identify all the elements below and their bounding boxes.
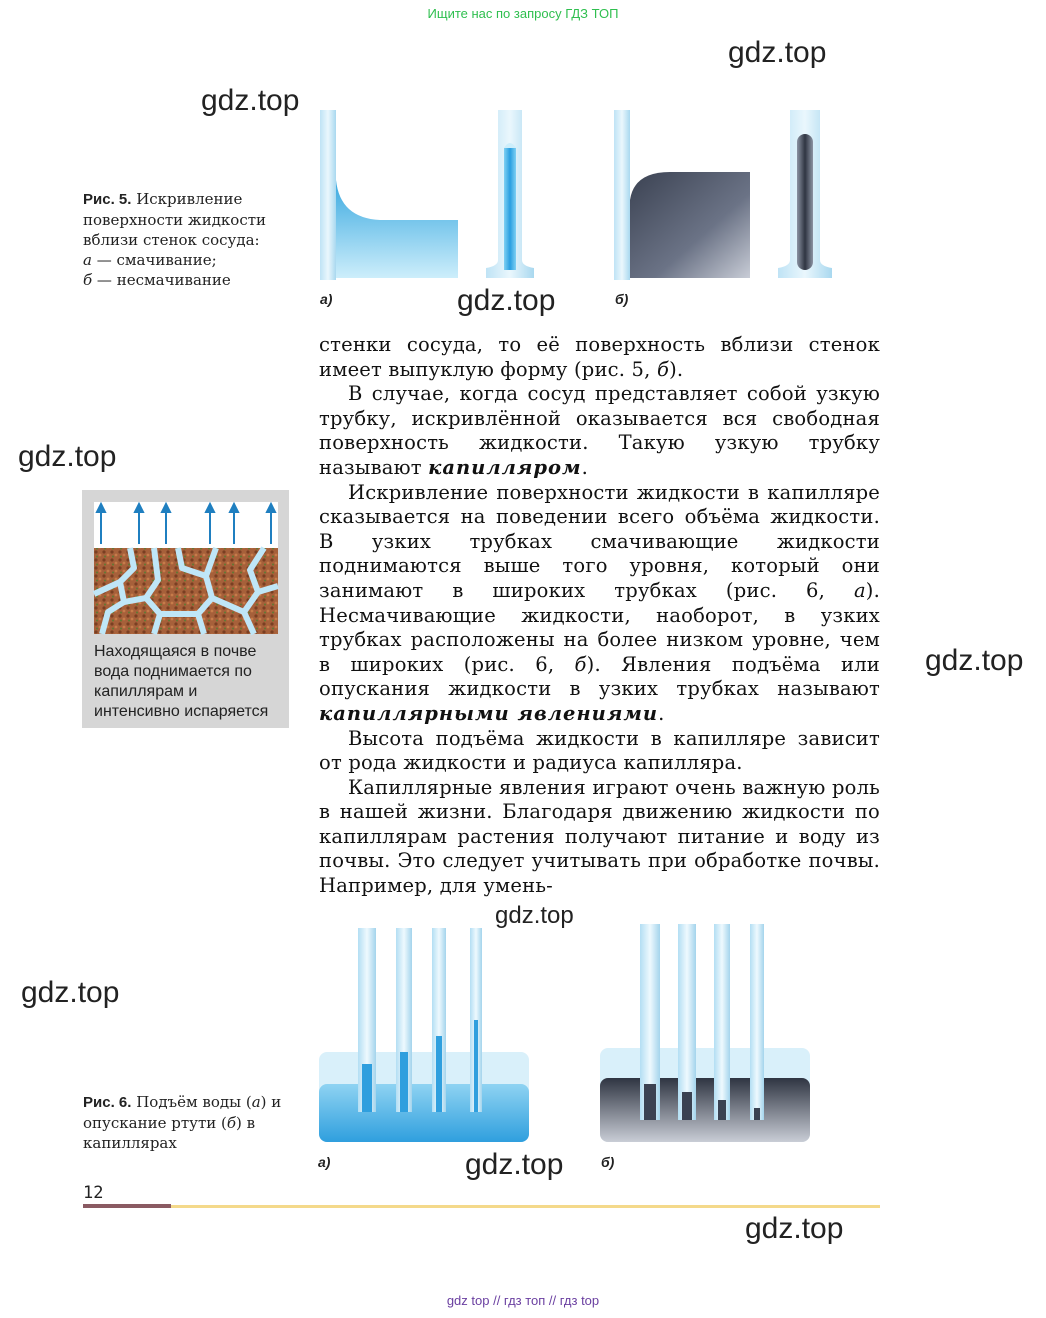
fig5-part-a: а) [320,291,333,307]
fig5b-wall [614,110,630,280]
fig5a-wall [320,110,336,280]
paragraph-3: Искривление поверхности жидкости в капилляре сказывается на поведении всего объёма жидкости. В узких трубках смачивающие жидкости поднимаются выше того уровня, который они занимают в широких трубках (рис. 6, а). Несмачивающие жидкости, наоборот, в узких трубках расположены на более низком уровне, чем в широких (рис. 6, б). Явления подъёма или опускания жидкости в узких трубках называют капиллярными явлениями. [319,480,880,725]
fig5-caption [83,189,283,290]
watermark: gdz.top [728,36,827,69]
watermark: gdz.top [21,976,120,1009]
watermark: gdz.top [457,284,556,317]
fig5-line-b: — несмачивание [92,271,231,289]
fig5b-mercury [630,172,750,278]
fig6b-mercury [600,1078,810,1142]
footer-links[interactable]: gdz top // гдз топ // гдз top [446,1293,600,1308]
main-text [319,333,880,899]
fig6-part-a: а) [318,1154,331,1170]
fig6-label: Рис. 6. [83,1094,132,1111]
fig6a-water [319,1084,529,1142]
watermark: gdz.top [745,1212,844,1245]
fig5b-tube-mercury [797,134,813,270]
fig5-illustration [310,100,850,290]
watermark: gdz.top [18,440,117,473]
fig5-label: Рис. 5. [83,191,132,208]
term-capillary: капилляром [428,455,582,479]
fig5-letter-b: б [83,271,93,289]
soil-caption: Находящаяся в почве вода поднимается по капиллярам и интенсивно испаряется [94,643,269,720]
footer-rule-light [171,1205,880,1208]
paragraph-4: Высота подъёма жидкости в капилляре зависит от рода жидкости и радиуса капилляра. [319,726,880,775]
watermark: gdz.top [201,84,300,117]
term-capillary-phenomena: капиллярными явлениями [319,701,659,725]
top-banner[interactable]: Ищите нас по запросу ГДЗ ТОП [427,6,619,21]
fig6-illustration [316,924,816,1146]
paragraph-5: Капиллярные явления играют очень важную роль в нашей жизни. Благодаря движению жидкости по капиллярам растения получают питание и воду из почвы. Это следует учитывать при обработке почвы. Например, для умень- [319,775,880,898]
fig6-caption: Рис. 6. Подъём воды (а) и опускание ртути (б) в капиллярах [83,1093,282,1152]
page-number: 12 [83,1183,104,1203]
paragraph-2: В случае, когда сосуд представляет собой узкую трубку, искривлённой оказывается вся свободная поверхность жидкости. Такую узкую трубку называют капилляром. [319,382,880,479]
footer-rule-dark [83,1204,171,1208]
watermark: gdz.top [465,1148,564,1181]
watermark: gdz.top [495,902,574,929]
fig6-part-b: б) [601,1154,615,1170]
fig5a-water [336,180,458,278]
watermark: gdz.top [925,644,1024,677]
fig5a-tube-water [504,148,516,270]
fig5-title: Искривление поверхности жидкости вблизи стенок сосуда: [83,190,267,249]
fig5-letter-a: а [83,251,92,269]
fig5-line-a: — смачивание; [91,251,217,269]
soil-illustration [94,502,278,634]
paragraph-1: стенки сосуда, то её поверхность вблизи стенок имеет выпуклую форму (рис. 5, б). [319,333,880,381]
fig5-part-b: б) [615,291,629,307]
